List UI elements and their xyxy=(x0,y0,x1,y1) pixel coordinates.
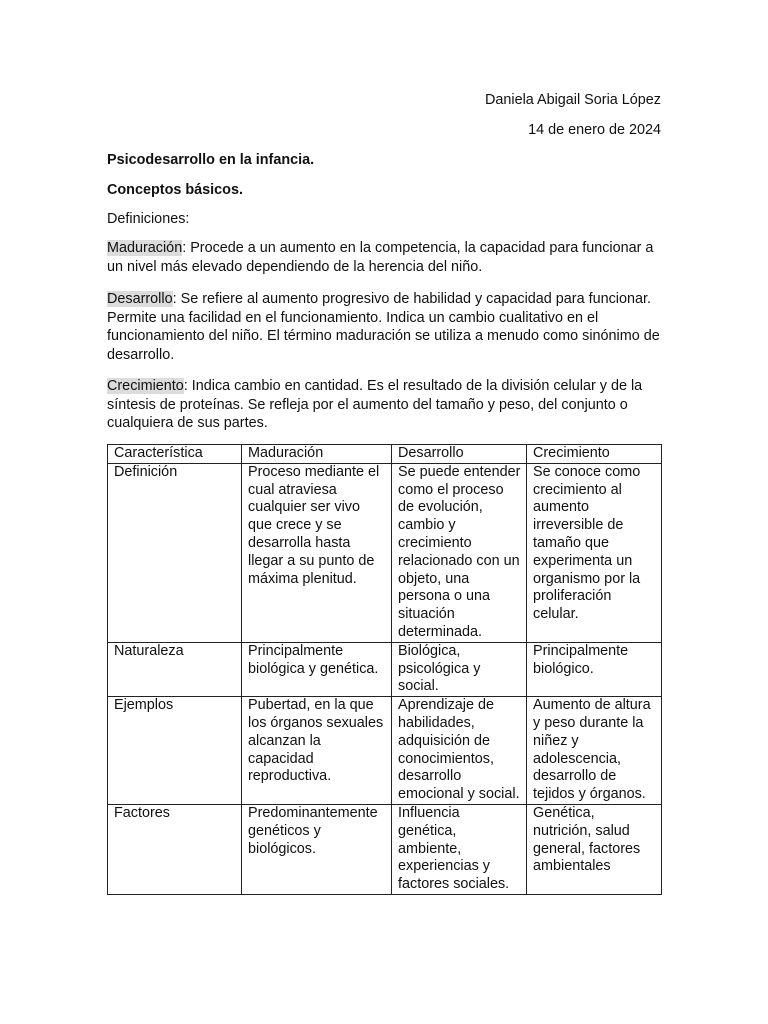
header-cell: Desarrollo xyxy=(392,445,527,464)
table-cell: Se conoce como crecimiento al aumento irreversible de tamaño que experimenta un organismo por la proliferación celular. xyxy=(527,463,662,642)
document-date: 14 de enero de 2024 xyxy=(528,122,661,138)
table-cell: Aprendizaje de habilidades, adquisición de conocimientos, desarrollo emocional y social. xyxy=(392,697,527,805)
table-row xyxy=(108,463,662,642)
header-cell: Maduración xyxy=(242,445,392,464)
document-title: Psicodesarrollo en la infancia. xyxy=(107,152,315,168)
table-cell: Naturaleza xyxy=(108,642,242,696)
table-cell: Genética, nutrición, salud general, factores ambientales xyxy=(527,804,662,894)
table-row xyxy=(108,642,662,696)
definition-text: : Procede a un aumento en la competencia, la capacidad para funcionar a un nivel más elevado dependiendo de la herencia del niño. xyxy=(107,240,654,275)
table-header-row xyxy=(108,445,662,464)
definition-desarrollo xyxy=(107,290,663,364)
author-name: Daniela Abigail Soria López xyxy=(484,92,661,108)
header-cell: Crecimiento xyxy=(527,445,662,464)
table-cell: Definición xyxy=(108,463,242,642)
table-cell: Principalmente biológica y genética. xyxy=(242,642,392,696)
definition-maduracion xyxy=(107,239,663,276)
table-cell: Predominantemente genéticos y biológicos. xyxy=(242,804,392,894)
definition-text: : Se refiere al aumento progresivo de habilidad y capacidad para funcionar. Permite una facilidad en el funcionamiento. Indica un cambio cualitativo en el funcionamiento del niño. El término maduración se utiliza a menudo como sinónimo de desarrollo. xyxy=(107,291,660,363)
table-cell: Biológica, psicológica y social. xyxy=(392,642,527,696)
table-cell: Factores xyxy=(108,804,242,894)
table-cell: Proceso mediante el cual atraviesa cualquier ser vivo que crece y se desarrolla hasta llegar a su punto de máxima plenitud. xyxy=(242,463,392,642)
table-cell: Se puede entender como el proceso de evolución, cambio y crecimiento relacionado con un objeto, una persona o una situación determinada. xyxy=(392,463,527,642)
table-row xyxy=(108,804,662,894)
term-highlight: Desarrollo xyxy=(107,291,173,307)
definition-text: : Indica cambio en cantidad. Es el resultado de la división celular y de la síntesis de proteínas. Se refleja por el aumento del tamaño y peso, del conjunto o cualquiera de sus partes. xyxy=(107,378,643,431)
comparison-table xyxy=(107,444,662,895)
definitions-label: Definiciones: xyxy=(107,211,190,227)
term-highlight: Maduración xyxy=(107,240,183,256)
table-cell: Ejemplos xyxy=(108,697,242,805)
table-row xyxy=(108,697,662,805)
table-cell: Aumento de altura y peso durante la niñez y adolescencia, desarrollo de tejidos y órganos. xyxy=(527,697,662,805)
header-cell: Característica xyxy=(108,445,242,464)
table-cell: Principalmente biológico. xyxy=(527,642,662,696)
term-highlight: Crecimiento xyxy=(107,378,184,394)
definition-crecimiento xyxy=(107,377,663,433)
document-subtitle: Conceptos básicos. xyxy=(107,182,243,198)
table-cell: Pubertad, en la que los órganos sexuales alcanzan la capacidad reproductiva. xyxy=(242,697,392,805)
table-cell: Influencia genética, ambiente, experiencias y factores sociales. xyxy=(392,804,527,894)
